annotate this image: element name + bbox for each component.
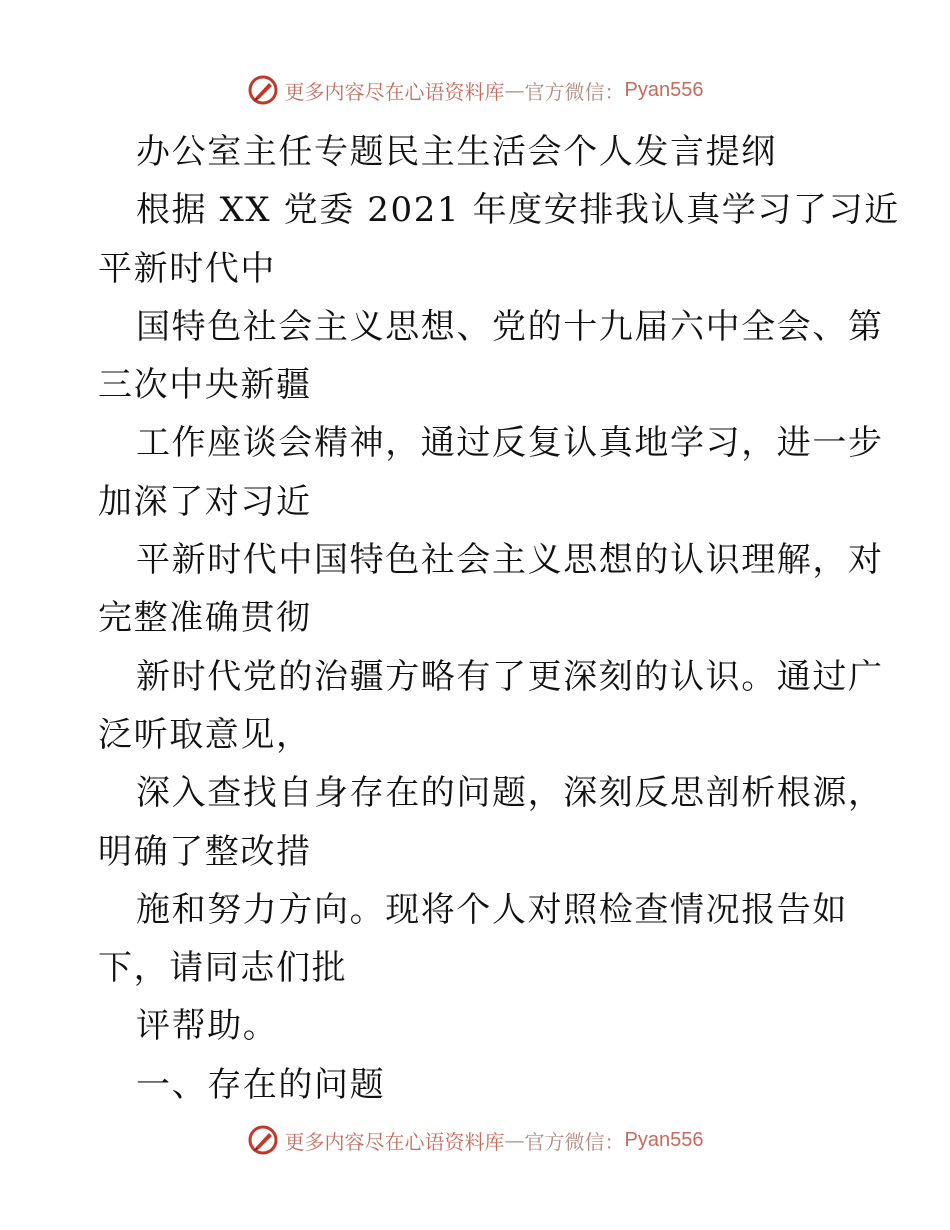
paragraph-line: 根据 XX 党委 2021 年度安排我认真学习了习近 [136, 190, 900, 231]
paragraph-line: 平新时代中国特色社会主义思想的认识理解，对 [136, 540, 884, 581]
promo-text: 更多内容尽在心语资料库 [284, 1129, 505, 1154]
wechat-id: Pyan556 [624, 78, 704, 101]
paragraph-line: 加深了对习近 [98, 481, 312, 522]
pen-logo-icon [247, 74, 279, 106]
paragraph-line: 泛听取意见， [98, 714, 312, 755]
paragraph-line: 平新时代中 [98, 248, 276, 289]
paragraph-line: 深入查找自身存在的问题，深刻反思剖析根源， [136, 773, 884, 814]
document-body [98, 123, 900, 1114]
paragraph-line: 工作座谈会精神，通过反复认真地学习，进一步 [136, 423, 884, 464]
paragraph-line: 完整准确贯彻 [98, 598, 312, 639]
wechat-id: Pyan556 [624, 1128, 704, 1151]
pen-logo-icon [247, 1124, 279, 1156]
wechat-label: 官方微信： [524, 79, 625, 104]
header-banner [0, 70, 950, 110]
paragraph-line: 施和努力方向。现将个人对照检查情况报告如 [136, 889, 848, 930]
banner-dash: — [504, 1128, 525, 1152]
banner-dash: — [504, 78, 525, 102]
paragraph-line: 新时代党的治疆方略有了更深刻的认识。通过广 [136, 656, 884, 697]
wechat-label: 官方微信： [524, 1129, 625, 1154]
promo-text: 更多内容尽在心语资料库 [284, 79, 505, 104]
paragraph-line: 评帮助。 [136, 1006, 279, 1047]
document-title: 办公室主任专题民主生活会个人发言提纲 [136, 132, 777, 172]
paragraph-line: 三次中央新疆 [98, 365, 312, 406]
footer-banner [0, 1120, 950, 1160]
paragraph-line: 下，请同志们批 [98, 948, 348, 989]
paragraph-line: 明确了整改措 [98, 831, 312, 872]
paragraph-line: 国特色社会主义思想、党的十九届六中全会、第 [136, 306, 884, 347]
section-heading: 一、存在的问题 [136, 1064, 386, 1105]
